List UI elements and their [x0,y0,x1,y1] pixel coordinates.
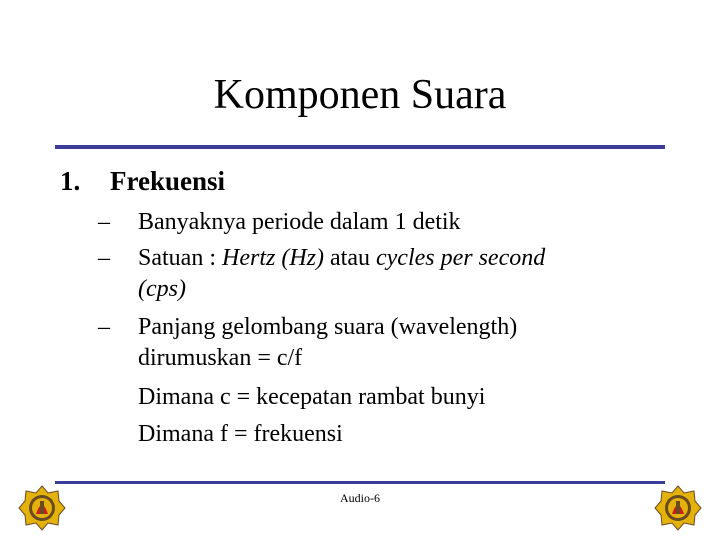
bullet-text: Banyaknya periode dalam 1 detik [138,209,461,235]
section-number: 1. [60,166,81,196]
bullet-dash: – [98,314,110,340]
title-divider [55,145,665,149]
bullet-text [138,241,658,275]
bullet-list [98,204,658,451]
bullet-item [98,310,658,451]
bullet-text-continuation: dirumuskan = c/f [138,345,303,371]
slide-title: Komponen Suara [213,72,507,118]
bullet-dash: – [98,209,110,235]
section-heading [60,164,225,198]
footer-divider [55,481,665,484]
bullet-text-italic: cycles per second [375,245,546,271]
bullet-item [98,241,658,306]
bullet-text-segment: Satuan : [138,245,222,271]
bullet-item [98,204,658,241]
bullet-text-segment: atau [324,245,376,271]
bullet-text-italic: Hertz (Hz) [222,245,324,271]
bullet-text-continuation: Dimana f = frekuensi [138,421,343,447]
bullet-dash: – [98,245,110,271]
bullet-text: Panjang gelombang suara (wavelength) [138,314,518,340]
university-emblem-icon [18,484,66,532]
bullet-text-continuation [138,272,658,306]
university-emblem-icon [654,484,702,532]
bullet-text-italic: (cps) [138,276,186,302]
section-title: Frekuensi [110,166,226,196]
slide-footer: Audio-6 [340,491,380,505]
bullet-text-continuation: Dimana c = kecepatan rambat bunyi [138,384,486,410]
